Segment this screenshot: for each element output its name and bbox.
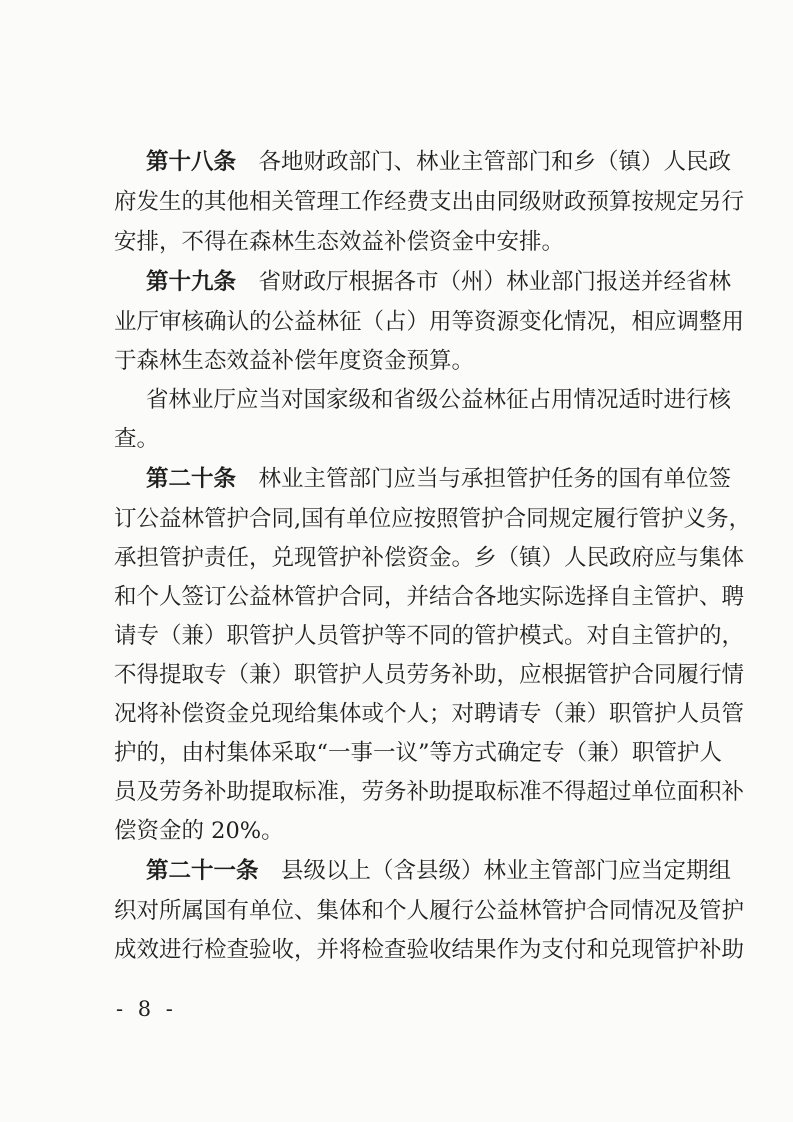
article-20-line-9: 员及劳务补助提取标准，劳务补助提取标准不得超过单位面积补	[114, 779, 745, 805]
article-18-line-3: 安排，不得在森林生态效益补偿资金中安排。	[114, 229, 565, 255]
article-21-heading: 第二十一条	[146, 858, 259, 884]
article-20-line-10: 偿资金的 20%。	[114, 818, 284, 844]
article-21-line-3: 成效进行检查验收，并将检查验收结果作为支付和兑现管护补助	[114, 937, 745, 963]
article-20-line-2: 订公益林管护合同,国有单位应按照管护合同规定履行管护义务，	[114, 506, 752, 532]
article-21-line-2: 织对所属国有单位、集体和个人履行公益林管护合同情况及管护	[114, 898, 745, 924]
article-18-line-2: 府发生的其他相关管理工作经费支出由同级财政预算按规定另行	[114, 189, 745, 215]
article-18-line-1	[146, 148, 732, 176]
article-20-line-3: 承担管护责任，兑现管护补偿资金。乡（镇）人民政府应与集体	[114, 545, 745, 571]
article-20-line-5: 请专（兼）职管护人员管护等不同的管护模式。对自主管护的，	[114, 623, 745, 649]
article-19-text-1: 省财政厅根据各市（州）林业部门报送并经省林	[258, 269, 732, 295]
article-21-line-1	[146, 857, 732, 885]
article-19-heading: 第十九条	[146, 269, 237, 295]
article-20-line-7: 况将补偿资金兑现给集体或个人；对聘请专（兼）职管护人员管	[114, 701, 745, 727]
article-18-heading: 第十八条	[146, 149, 237, 175]
page-number: - 8 -	[116, 997, 177, 1021]
forestry-check-line-2: 查。	[114, 426, 160, 452]
article-20-line-6: 不得提取专（兼）职管护人员劳务补助，应根据管护合同履行情	[114, 662, 745, 688]
article-21-text-1: 县级以上（含县级）林业主管部门应当定期组	[281, 858, 732, 884]
article-19-line-1	[146, 268, 732, 296]
article-18-text-1: 各地财政部门、林业主管部门和乡（镇）人民政	[258, 149, 732, 175]
article-20-text-1: 林业主管部门应当与承担管护任务的国有单位签	[258, 466, 732, 492]
article-19-line-2: 业厅审核确认的公益林征（占）用等资源变化情况，相应调整用	[114, 309, 745, 335]
article-20-line-4: 和个人签订公益林管护合同，并结合各地实际选择自主管护、聘	[114, 584, 745, 610]
forestry-check-line-1: 省林业厅应当对国家级和省级公益林征占用情况适时进行核	[146, 387, 732, 413]
article-19-line-3: 于森林生态效益补偿年度资金预算。	[114, 348, 475, 374]
article-20-heading: 第二十条	[146, 466, 237, 492]
article-20-line-1	[146, 465, 732, 493]
article-20-line-8: 护的，由村集体采取“一事一议”等方式确定专（兼）职管护人	[114, 740, 723, 766]
